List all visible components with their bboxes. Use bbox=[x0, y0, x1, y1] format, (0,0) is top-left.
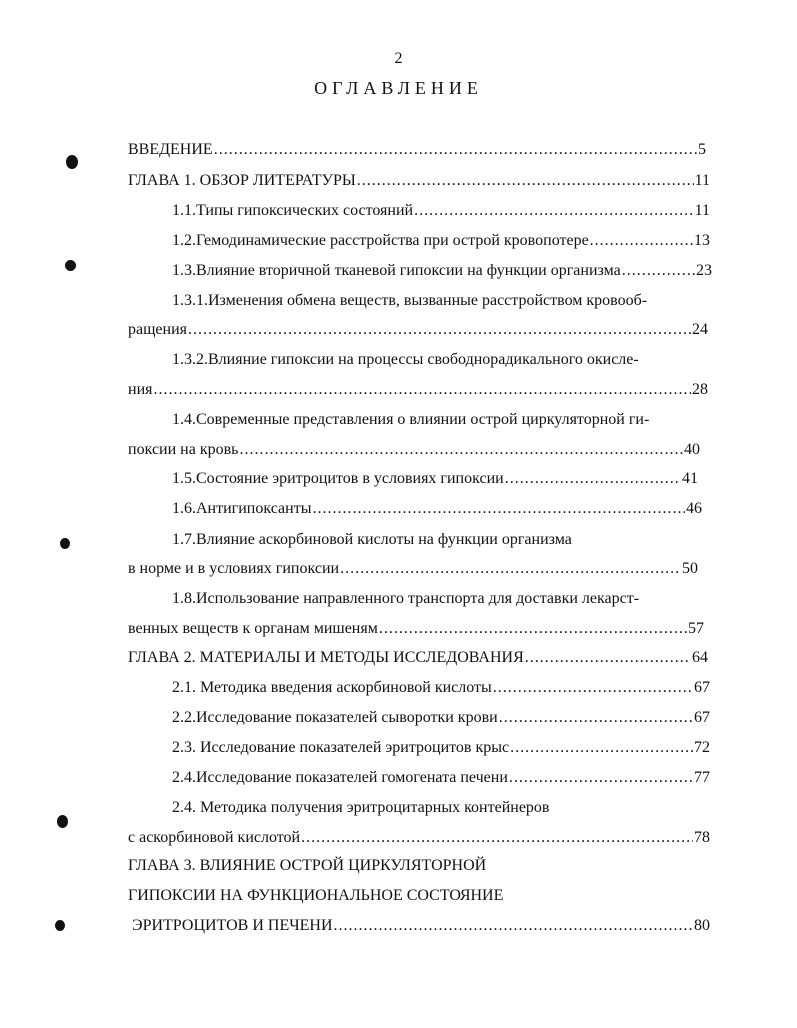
toc-entry-2-3 bbox=[172, 738, 710, 758]
toc-entry-1-2 bbox=[172, 231, 710, 251]
toc-entry-1-6 bbox=[172, 499, 702, 519]
toc-entry-title: с аскорбиновой кислотой bbox=[128, 829, 301, 846]
toc-entry-page: 57 bbox=[688, 620, 704, 637]
leader-dots bbox=[153, 380, 691, 400]
leader-dots bbox=[214, 140, 697, 160]
toc-entry-page: 24 bbox=[692, 321, 708, 338]
toc-entry-title: 2.1. Методика введения аскорбиновой кислоты bbox=[172, 679, 492, 696]
leader-dots bbox=[357, 171, 694, 191]
toc-entry-title: венных веществ к органам мишеням bbox=[128, 620, 378, 637]
toc-entry-title: 1.1.Типы гипоксических состояний bbox=[172, 202, 414, 219]
toc-entry-1-3 bbox=[172, 261, 712, 281]
leader-dots bbox=[340, 559, 681, 579]
toc-entry-page: 77 bbox=[694, 769, 710, 786]
leader-dots bbox=[414, 201, 694, 221]
toc-entry-1-3-2-line1: 1.3.2.Влияние гипоксии на процессы свободнорадикального окисле- bbox=[172, 351, 639, 368]
toc-entry-2-2 bbox=[172, 708, 710, 728]
leader-dots bbox=[493, 678, 693, 698]
toc-entry-chapter-2 bbox=[128, 648, 708, 668]
toc-entry-title: в норме и в условиях гипоксии bbox=[128, 560, 340, 577]
toc-entry-page: 46 bbox=[686, 500, 702, 517]
leader-dots bbox=[334, 916, 694, 936]
toc-entry-page: 40 bbox=[684, 441, 700, 458]
toc-entry-page: 5 bbox=[698, 141, 706, 158]
toc-entry-title: 2.4.Исследование показателей гомогената печени bbox=[172, 769, 508, 786]
toc-entry-title: ния bbox=[128, 381, 153, 398]
toc-entry-chapter-3-line2: ГИПОКСИИ НА ФУНКЦИОНАЛЬНОЕ СОСТОЯНИЕ bbox=[128, 887, 504, 904]
leader-dots bbox=[505, 469, 681, 489]
leader-dots bbox=[510, 738, 693, 758]
leader-dots bbox=[312, 499, 685, 519]
toc-entry-chapter-3 bbox=[132, 916, 710, 936]
toc-entry-page: 28 bbox=[692, 381, 708, 398]
toc-entry-2-4 bbox=[172, 768, 710, 788]
leader-dots bbox=[509, 768, 693, 788]
toc-entry-title: 1.3.Влияние вторичной тканевой гипоксии на функции организма bbox=[172, 262, 621, 279]
toc-entry-2-4b bbox=[128, 828, 710, 848]
toc-entry-page: 72 bbox=[694, 739, 710, 756]
toc-entry-title: 2.2.Исследование показателей сыворотки крови bbox=[172, 709, 498, 726]
toc-entry-title: ращения bbox=[128, 321, 188, 338]
toc-entry-page: 13 bbox=[694, 232, 710, 249]
toc-entry-1-8-line1: 1.8.Использование направленного транспорта для доставки лекарст- bbox=[172, 590, 640, 607]
toc-entry-1-4-line1: 1.4.Современные представления о влиянии острой циркуляторной ги- bbox=[172, 411, 650, 428]
toc-entry-title: ЭРИТРОЦИТОВ И ПЕЧЕНИ bbox=[132, 917, 333, 934]
scan-mark bbox=[60, 538, 70, 549]
toc-entry-title: поксии на кровь bbox=[128, 441, 239, 458]
toc-entry-page: 64 bbox=[692, 649, 708, 666]
leader-dots bbox=[525, 648, 691, 668]
toc-entry-chapter-3-line1: ГЛАВА 3. ВЛИЯНИЕ ОСТРОЙ ЦИРКУЛЯТОРНОЙ bbox=[128, 857, 487, 874]
toc-entry-title: 2.3. Исследование показателей эритроцитов крыс bbox=[172, 739, 510, 756]
leader-dots bbox=[379, 619, 687, 639]
toc-entry-title: ВВЕДЕНИЕ bbox=[128, 141, 213, 158]
page-number: 2 bbox=[394, 50, 403, 67]
toc-entry-1-4 bbox=[128, 440, 700, 460]
scan-mark bbox=[65, 260, 76, 271]
toc-entry-1-1 bbox=[172, 201, 710, 221]
toc-entry-title: 1.6.Антигипоксанты bbox=[172, 500, 312, 517]
leader-dots bbox=[188, 320, 691, 340]
toc-entry-1-5 bbox=[172, 469, 698, 489]
toc-entry-1-7 bbox=[128, 559, 698, 579]
leader-dots bbox=[301, 828, 693, 848]
toc-entry-page: 78 bbox=[694, 829, 710, 846]
toc-entry-title: 1.2.Гемодинамические расстройства при острой кровопотере bbox=[172, 232, 589, 249]
toc-entry-page: 41 bbox=[682, 470, 698, 487]
toc-entry-page: 67 bbox=[694, 679, 710, 696]
toc-entry-page: 50 bbox=[682, 560, 698, 577]
toc-entry-2-1 bbox=[172, 678, 710, 698]
toc-entry-title: ГЛАВА 1. ОБЗОР ЛИТЕРАТУРЫ bbox=[128, 172, 356, 189]
toc-entry-1-7-line1: 1.7.Влияние аскорбиновой кислоты на функции организма bbox=[172, 531, 572, 548]
leader-dots bbox=[499, 708, 693, 728]
toc-entry-page: 23 bbox=[696, 262, 712, 279]
toc-entry-1-8 bbox=[128, 619, 704, 639]
toc-entry-title: ГЛАВА 2. МАТЕРИАЛЫ И МЕТОДЫ ИССЛЕДОВАНИЯ bbox=[128, 649, 524, 666]
scan-mark bbox=[55, 920, 65, 931]
scan-mark bbox=[66, 155, 78, 169]
toc-entry-chapter-1 bbox=[128, 171, 710, 191]
leader-dots bbox=[622, 261, 695, 281]
toc-entry-introduction bbox=[128, 140, 706, 160]
toc-entry-page: 67 bbox=[694, 709, 710, 726]
toc-entry-1-3-1 bbox=[128, 320, 708, 340]
leader-dots bbox=[239, 440, 683, 460]
toc-entry-page: 11 bbox=[694, 172, 710, 189]
page-title: ОГЛАВЛЕНИЕ bbox=[314, 78, 483, 98]
scan-mark bbox=[57, 815, 68, 828]
toc-entry-1-3-1-line1: 1.3.1.Изменения обмена веществ, вызванные расстройством кровооб- bbox=[172, 292, 648, 309]
leader-dots bbox=[590, 231, 693, 251]
toc-entry-title: 1.5.Состояние эритроцитов в условиях гипоксии bbox=[172, 470, 504, 487]
toc-entry-page: 11 bbox=[694, 202, 710, 219]
toc-entry-page: 80 bbox=[694, 917, 710, 934]
toc-entry-1-3-2 bbox=[128, 380, 708, 400]
toc-entry-2-4b-line1: 2.4. Методика получения эритроцитарных контейнеров bbox=[172, 799, 550, 816]
